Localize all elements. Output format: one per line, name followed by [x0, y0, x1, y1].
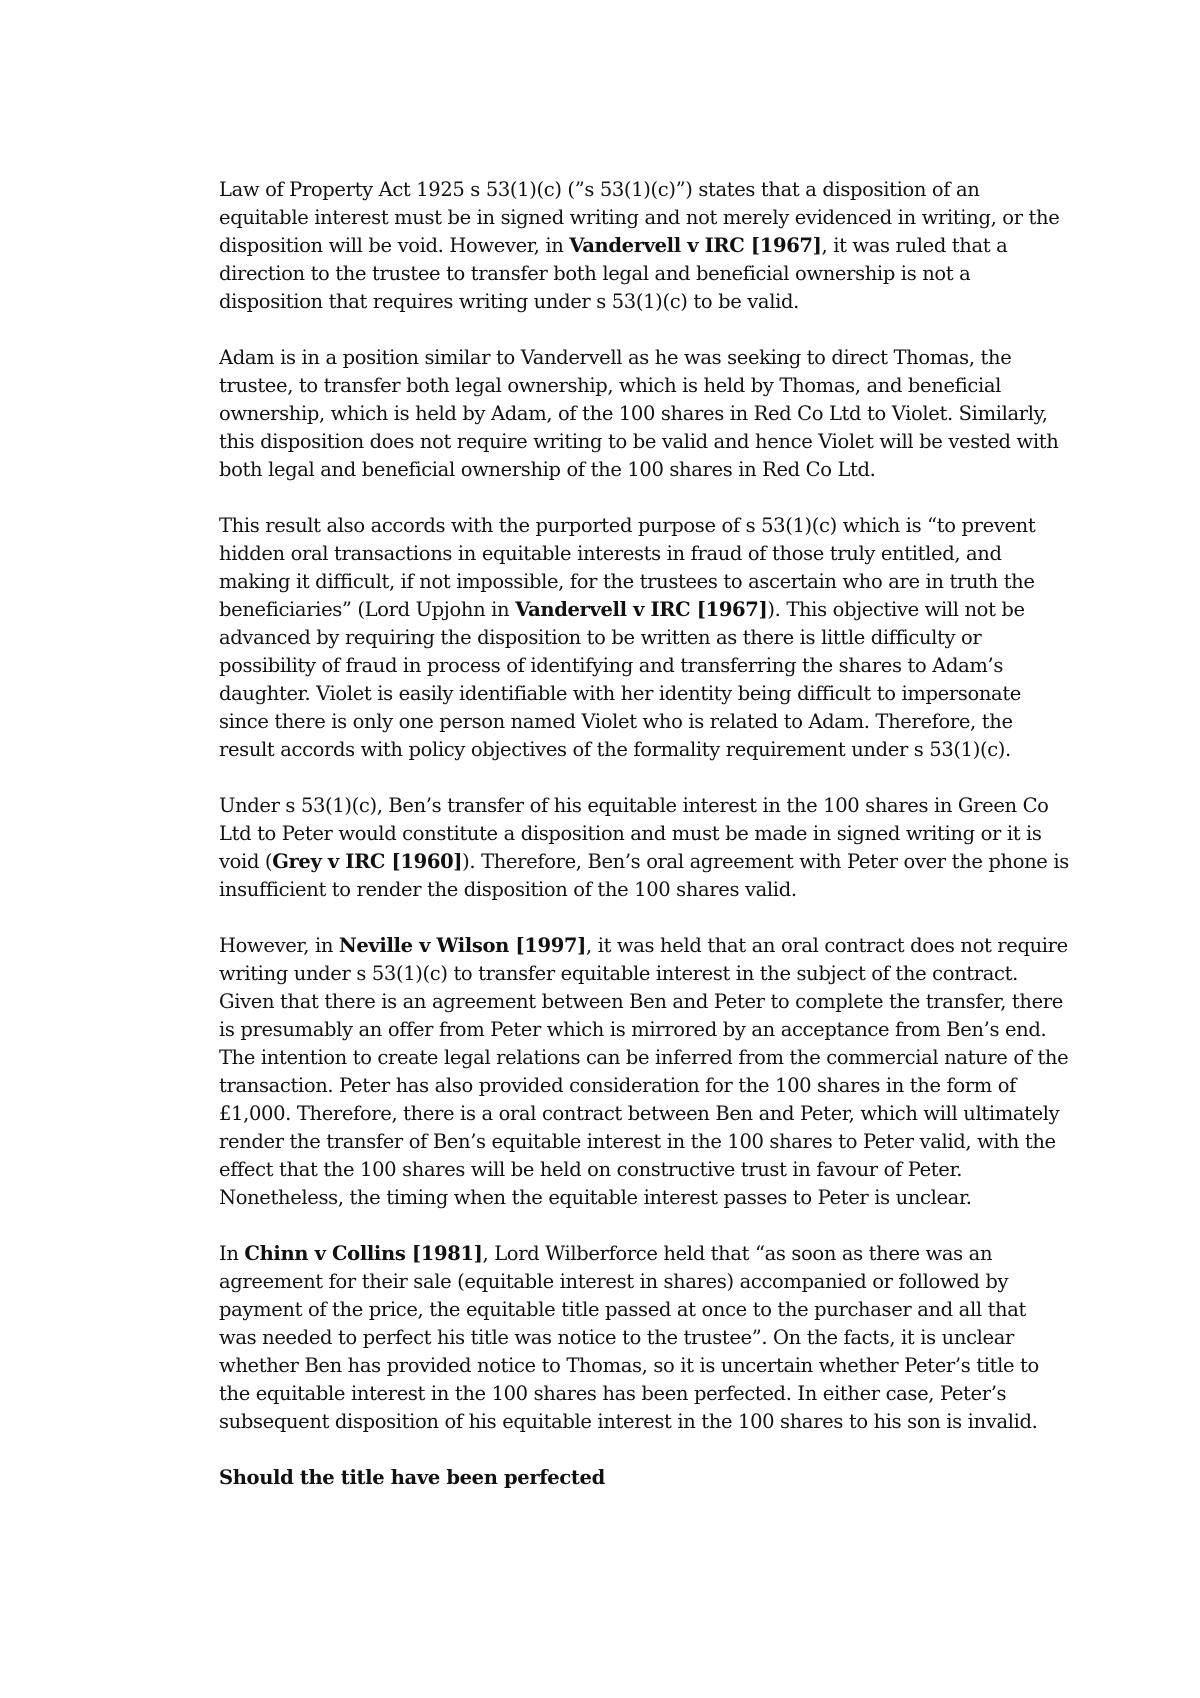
paragraph-neville-wilson [219, 932, 1069, 1212]
paragraph-text: ). Therefore, Ben’s oral agreement with Peter over the phone is insufficient to render the disposition of the 100 shares valid. [219, 850, 1069, 901]
case-citation-vandervell: Vandervell v IRC [1967] [569, 234, 822, 257]
case-citation-neville: Neville v Wilson [1997] [338, 934, 587, 957]
paragraph-text: However, in [219, 934, 339, 957]
document-body [219, 176, 1069, 1492]
paragraph-text: ). This objective will not be advanced by requiring the disposition to be written as there is little difficulty or possibility of fraud in process of identifying and transferring the shares to Adam’s daughter. Violet is easily identifiable with her identity being difficult to impersonate since there is only one person named Violet who is related to Adam. Therefore, the result accords with policy objectives of the formality requirement under s 53(1)(c). [219, 598, 1025, 761]
case-citation-vandervell: Vandervell v IRC [1967] [515, 598, 768, 621]
paragraph-text: Adam is in a position similar to Vandervell as he was seeking to direct Thomas, the trustee, to transfer both legal ownership, which is held by Thomas, and beneficial ownership, which is held by Adam, of the 100 shares in Red Co Ltd to Violet. Similarly, this disposition does not require writing to be valid and hence Violet will be vested with both legal and beneficial ownership of the 100 shares in Red Co Ltd. [219, 346, 1059, 481]
paragraph-s53-disposition [219, 176, 1069, 316]
paragraph-text: , it was ruled that a direction to the trustee to transfer both legal and beneficial ownership is not a disposition that requires writing under s 53(1)(c) to be valid. [219, 234, 1008, 313]
section-heading: Should the title have been perfected [219, 1466, 605, 1489]
paragraph-ben-transfer [219, 792, 1069, 904]
paragraph-purpose [219, 512, 1069, 764]
paragraph-chinn-collins [219, 1240, 1069, 1436]
paragraph-adam-position [219, 344, 1069, 484]
paragraph-text: This result also accords with the purported purpose of s 53(1)(c) which is “to prevent hidden oral transactions in equitable interests in fraud of those truly entitled, and making it difficult, if not impossible, for the trustees to ascertain who are in truth the beneficiaries” (Lord Upjohn in [219, 514, 1036, 621]
paragraph-text: , it was held that an oral contract does not require writing under s 53(1)(c) to transfer equitable interest in the subject of the contract. Given that there is an agreement between Ben and Peter to complete the transfer, there is presumably an offer from Peter which is mirrored by an acceptance from Ben’s end. The intention to create legal relations can be inferred from the commercial nature of the transaction. Peter has also provided consideration for the 100 shares in the form of £1,000. Therefore, there is a oral contract between Ben and Peter, which will ultimately render the transfer of Ben’s equitable interest in the 100 shares to Peter valid, with the effect that the 100 shares will be held on constructive trust in favour of Peter. Nonetheless, the timing when the equitable interest passes to Peter is unclear. [219, 934, 1069, 1209]
paragraph-text: Law of Property Act 1925 s 53(1)(c) (”s 53(1)(c)”) states that a disposition of an equitable interest must be in signed writing and not merely evidenced in writing, or the disposition will be void. However, in [219, 178, 1060, 257]
paragraph-text: Under s 53(1)(c), Ben’s transfer of his equitable interest in the 100 shares in Green Co Ltd to Peter would constitute a disposition and must be made in signed writing or it is void ( [219, 794, 1049, 873]
case-citation-grey: Grey v IRC [1960] [272, 850, 463, 873]
paragraph-text: , Lord Wilberforce held that “as soon as there was an agreement for their sale (equitable interest in shares) accompanied or followed by payment of the price, the equitable title passed at once to the purchaser and all that was needed to perfect his title was notice to the trustee”. On the facts, it is unclear whether Ben has provided notice to Thomas, so it is uncertain whether Peter’s title to the equitable interest in the 100 shares has been perfected. In either case, Peter’s subsequent disposition of his equitable interest in the 100 shares to his son is invalid. [219, 1242, 1039, 1433]
paragraph-text: In [219, 1242, 245, 1265]
case-citation-chinn: Chinn v Collins [1981] [244, 1242, 483, 1265]
